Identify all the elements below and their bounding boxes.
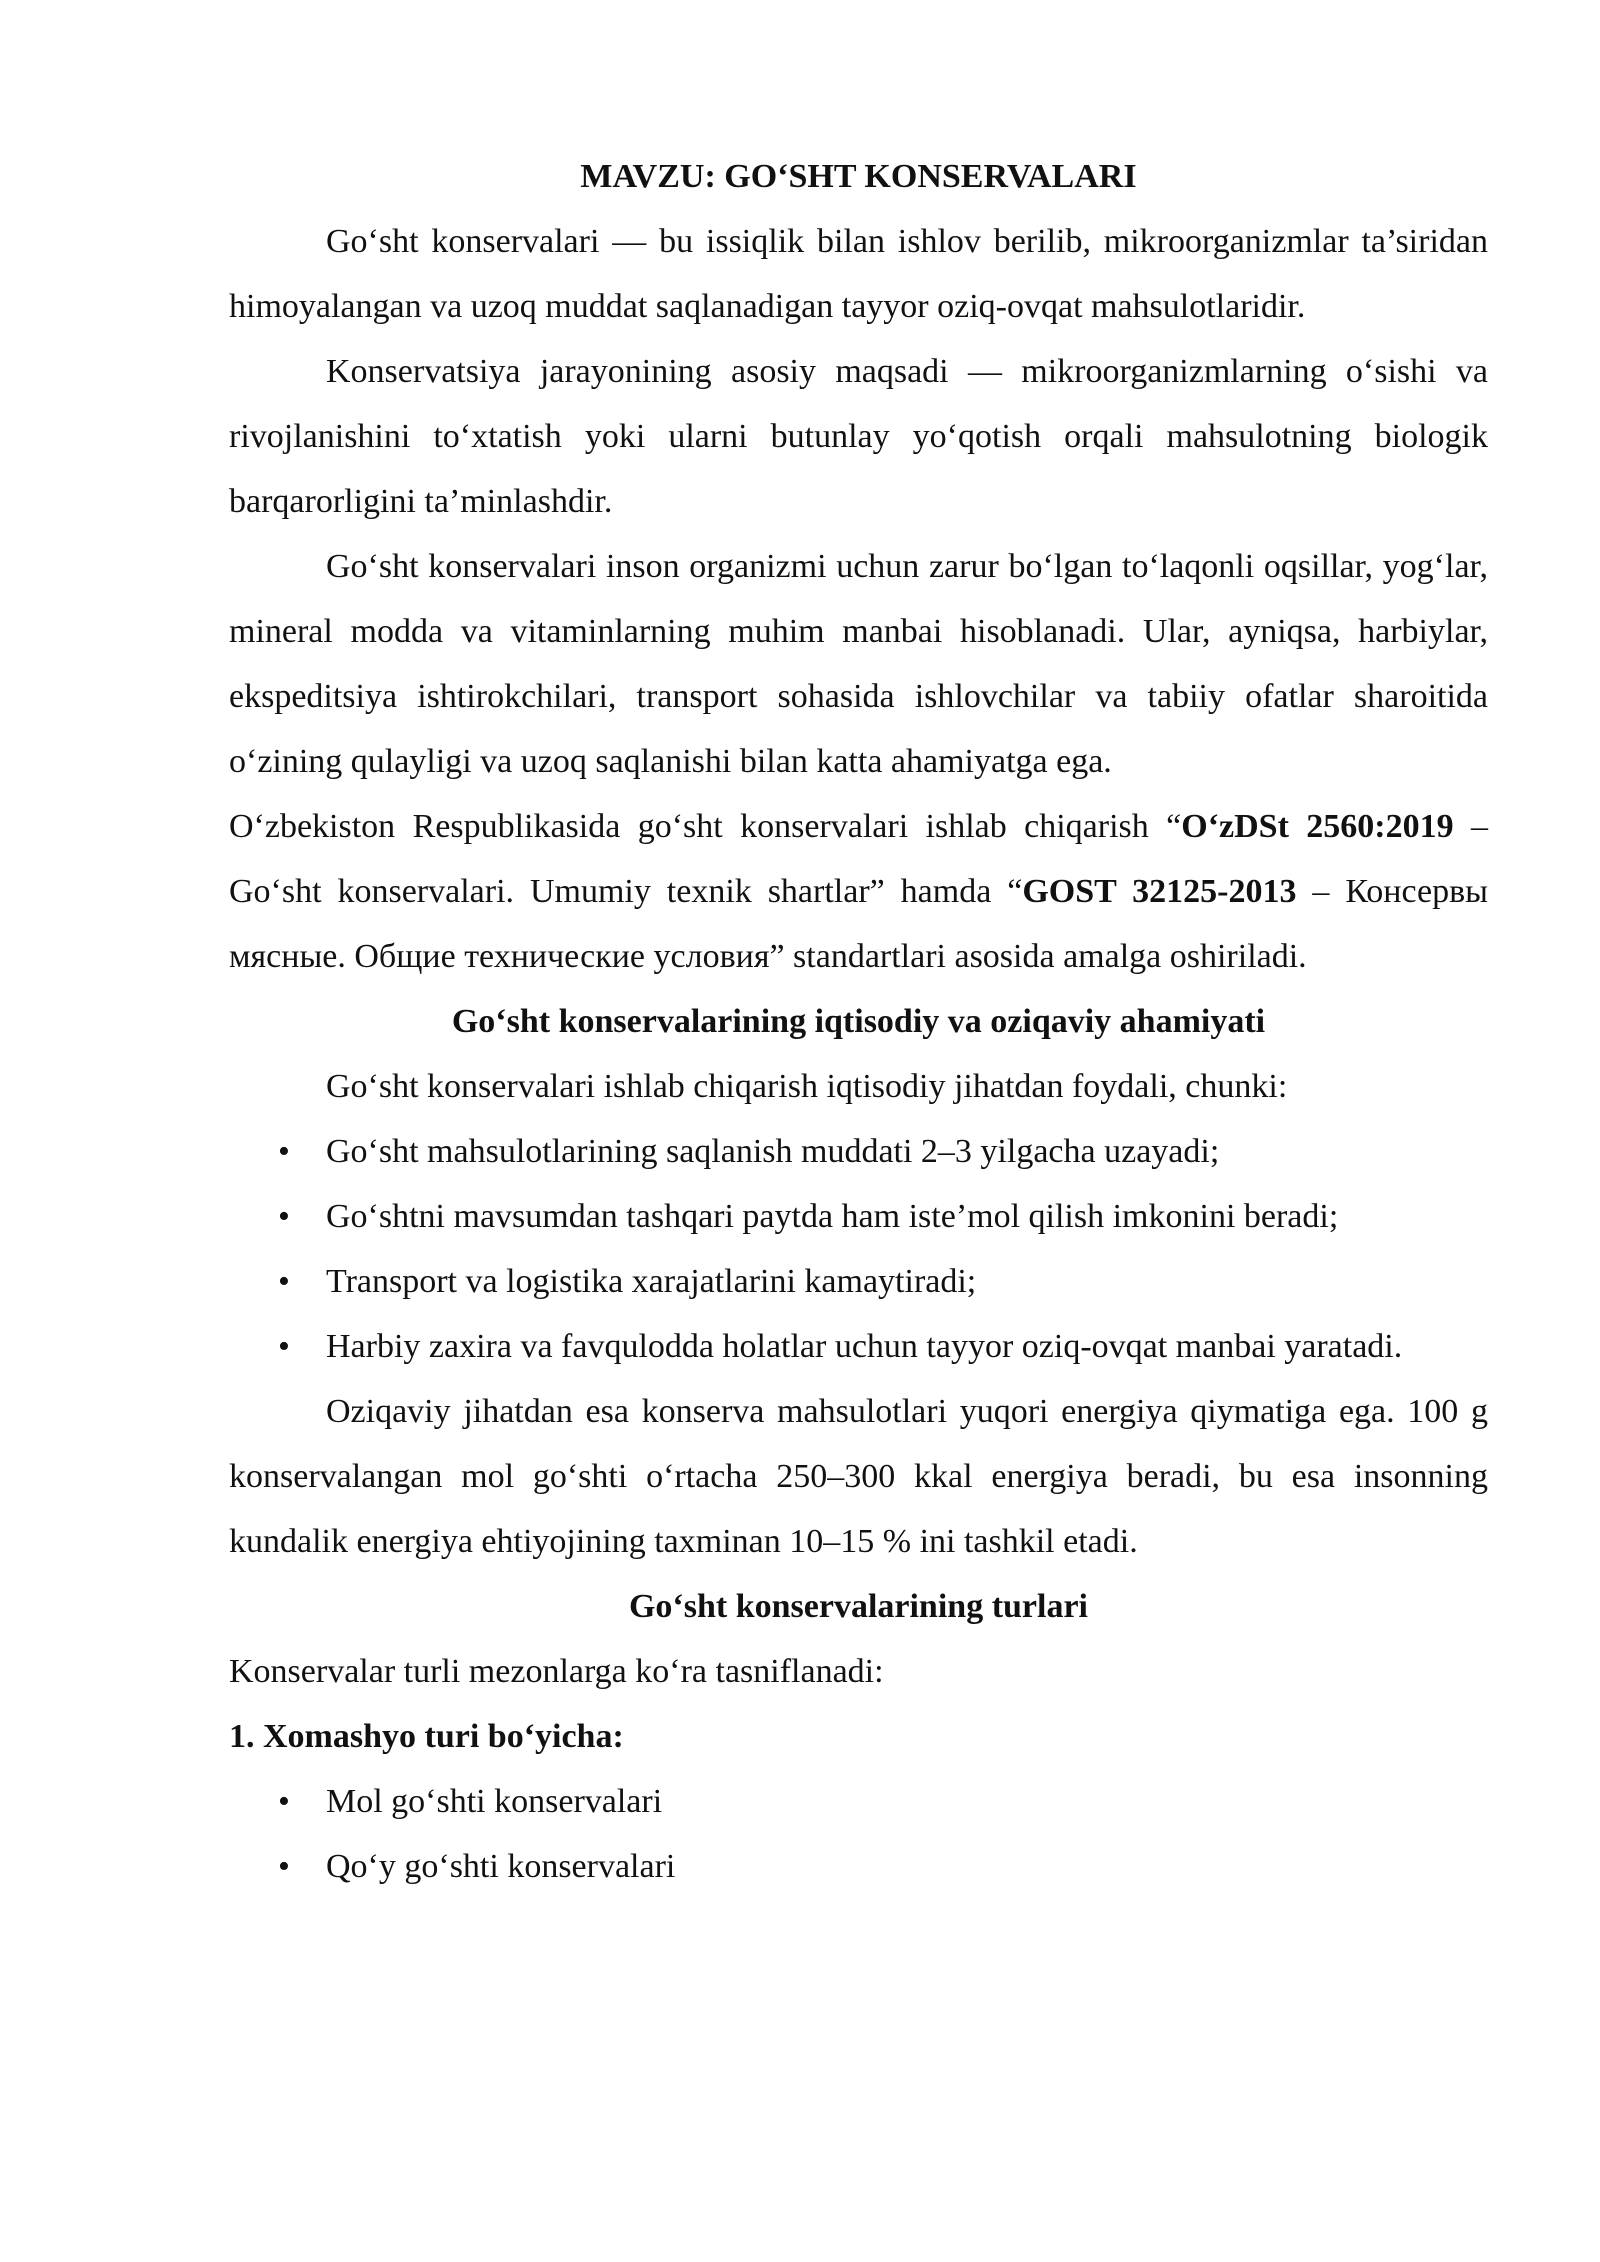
list-item: [278, 1249, 1488, 1314]
bullet-icon: •: [278, 1848, 290, 1885]
document-title: MAVZU: GO‘SHT KONSERVALARI: [580, 158, 1137, 195]
standard-gost: GOST 32125-2013: [1022, 873, 1297, 910]
list-item-text: Go‘sht mahsulotlarining saqlanish muddati 2–3 yilgacha uzayadi;: [326, 1133, 1220, 1170]
raw-material-list: [229, 1769, 1488, 1899]
bullet-icon: •: [278, 1263, 290, 1300]
list-item: [278, 1834, 1488, 1899]
standards-text-2: – Go‘sht konservalari. Umumiy texnik shartlar” hamda “: [229, 808, 1488, 910]
benefits-list: [229, 1119, 1488, 1379]
intro-paragraph-2: Konservatsiya jarayonining asosiy maqsadi — mikroorganizmlarning o‘sishi va rivojlanishini to‘xtatish yoki ularni butunlay yo‘qotish orqali mahsulotning biologik barqarorligini ta’minlashdir.: [229, 353, 1488, 520]
document-body: [229, 144, 1488, 1899]
section-heading-significance: Go‘sht konservalarining iqtisodiy va oziqaviy ahamiyati: [451, 1003, 1266, 1040]
list-item: [278, 1314, 1488, 1379]
standards-paragraph: [229, 794, 1488, 989]
list-item-text: Transport va logistika xarajatlarini kamaytiradi;: [326, 1263, 977, 1300]
nutrition-paragraph: Oziqaviy jihatdan esa konserva mahsulotlari yuqori energiya qiymatiga ega. 100 g konservalangan mol go‘shti o‘rtacha 250–300 kkal energiya beradi, bu esa insonning kundalik energiya ehtiyojining taxminan 10–15 % ini tashkil etadi.: [229, 1393, 1488, 1560]
standard-ozdst: O‘zDSt 2560:2019: [1181, 808, 1454, 845]
list-item: [278, 1184, 1488, 1249]
bullet-icon: •: [278, 1133, 290, 1170]
list-item-text: Qo‘y go‘shti konservalari: [326, 1848, 676, 1885]
bullet-icon: •: [278, 1198, 290, 1235]
bullet-icon: •: [278, 1328, 290, 1365]
standards-text-3: – Консервы мясные. Общие технические условия” standartlari asosida amalga oshiriladi.: [229, 873, 1488, 975]
list-item-text: Harbiy zaxira va favqulodda holatlar uchun tayyor oziq-ovqat manbai yaratadi.: [326, 1328, 1403, 1365]
significance-lead: Go‘sht konservalari ishlab chiqarish iqtisodiy jihatdan foydali, chunki:: [326, 1068, 1288, 1105]
bullet-icon: •: [278, 1783, 290, 1820]
intro-paragraph-1: Go‘sht konservalari — bu issiqlik bilan ishlov berilib, mikroorganizmlar ta’siridan himoyalangan va uzoq muddat saqlanadigan tayyor oziq-ovqat mahsulotlaridir.: [229, 223, 1488, 325]
standards-text-1: O‘zbekiston Respublikasida go‘sht konservalari ishlab chiqarish “: [229, 808, 1182, 845]
types-lead: Konservalar turli mezonlarga ko‘ra tasniflanadi:: [229, 1653, 884, 1690]
list-item-text: Mol go‘shti konservalari: [326, 1783, 663, 1820]
list-item: [278, 1769, 1488, 1834]
section-heading-types: Go‘sht konservalarining turlari: [628, 1588, 1089, 1625]
intro-paragraph-3: Go‘sht konservalari inson organizmi uchun zarur bo‘lgan to‘laqonli oqsillar, yog‘lar, mineral modda va vitaminlarning muhim manbai hisoblanadi. Ular, ayniqsa, harbiylar, ekspeditsiya ishtirokchilari, transport sohasida ishlovchilar va tabiiy ofatlar sharoitida o‘zining qulayligi va uzoq saqlanishi bilan katta ahamiyatga ega.: [229, 548, 1488, 780]
subsection-raw-material: 1. Xomashyo turi bo‘yicha:: [229, 1718, 624, 1755]
list-item: [278, 1119, 1488, 1184]
list-item-text: Go‘shtni mavsumdan tashqari paytda ham iste’mol qilish imkonini beradi;: [326, 1198, 1339, 1235]
